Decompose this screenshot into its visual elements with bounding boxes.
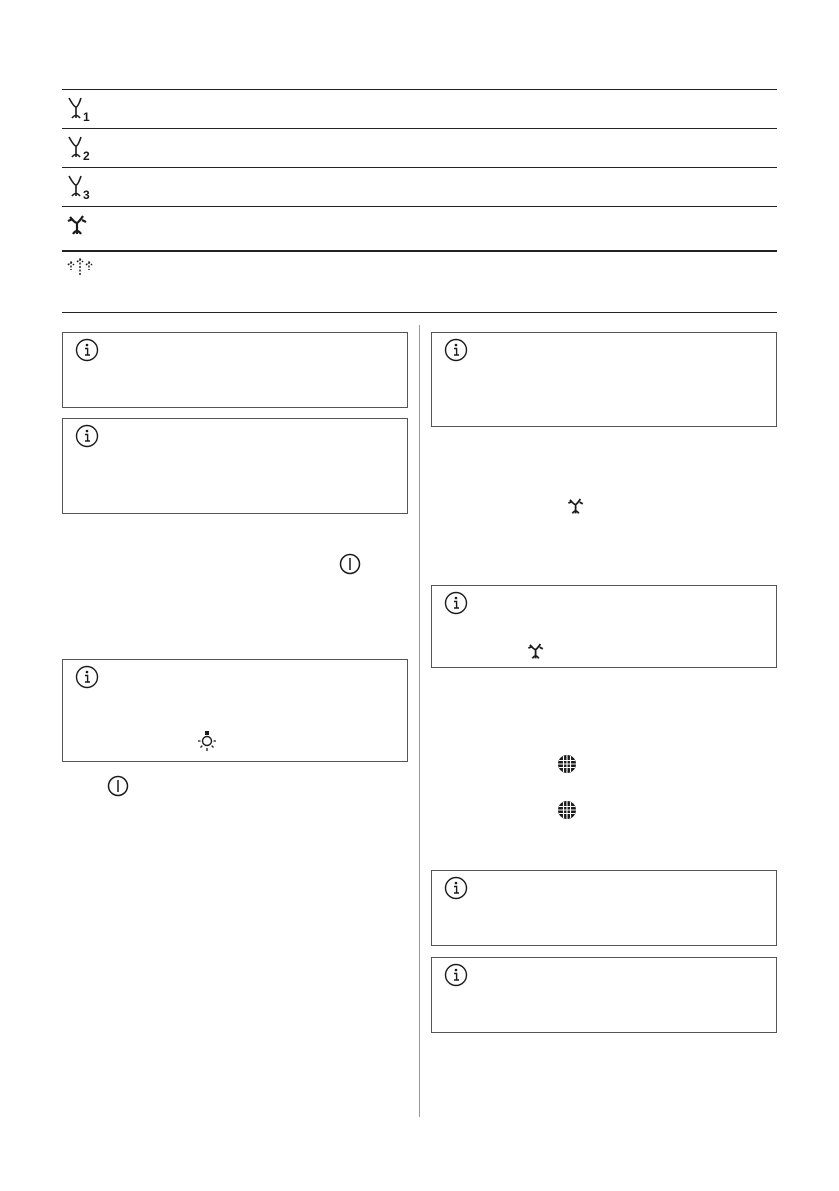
fan-boost-icon bbox=[566, 495, 590, 519]
info-note-box bbox=[431, 957, 777, 1033]
power-icon bbox=[107, 775, 129, 797]
fan-boost-icon bbox=[526, 640, 550, 664]
fan-speed-3-icon bbox=[65, 174, 95, 200]
fan-speed-2-icon bbox=[65, 135, 95, 161]
table-row-breeze bbox=[62, 250, 777, 312]
light-icon bbox=[196, 730, 218, 754]
info-note-box bbox=[431, 870, 777, 946]
info-icon bbox=[444, 963, 468, 987]
info-note-box bbox=[431, 332, 777, 427]
fan-boost-icon bbox=[65, 213, 95, 239]
table-bottom-rule bbox=[62, 312, 777, 313]
info-icon bbox=[75, 665, 99, 689]
table-row-fan-speed-3 bbox=[62, 167, 777, 206]
info-note-box bbox=[62, 659, 408, 762]
info-icon bbox=[75, 424, 99, 448]
fan-speed-digit: 3 bbox=[83, 188, 90, 200]
filter-grid-icon bbox=[556, 799, 578, 821]
info-note-box bbox=[431, 585, 777, 668]
info-note-box bbox=[62, 332, 408, 408]
filter-grid-icon bbox=[556, 753, 578, 775]
info-icon bbox=[75, 338, 99, 362]
info-icon bbox=[444, 338, 468, 362]
symbol-table bbox=[62, 89, 777, 313]
info-icon bbox=[444, 876, 468, 900]
table-row-fan-speed-2 bbox=[62, 128, 777, 167]
info-icon bbox=[444, 591, 468, 615]
breeze-icon bbox=[65, 256, 95, 282]
fan-speed-digit: 1 bbox=[83, 110, 90, 122]
fan-speed-digit: 2 bbox=[83, 149, 90, 161]
power-icon bbox=[339, 553, 361, 575]
table-row-fan-speed-1 bbox=[62, 89, 777, 128]
table-row-fan-boost bbox=[62, 206, 777, 250]
fan-speed-1-icon bbox=[65, 96, 95, 122]
info-note-box bbox=[62, 418, 408, 514]
column-divider bbox=[419, 325, 420, 1117]
